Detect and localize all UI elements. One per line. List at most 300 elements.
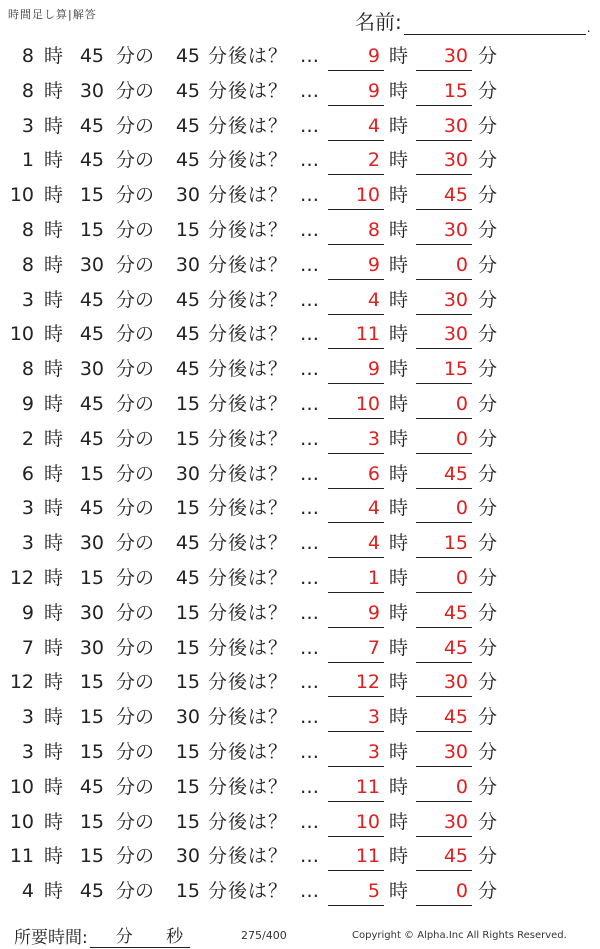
problem-row bbox=[0, 664, 600, 699]
minutes-later-label: 分後は？ bbox=[208, 740, 289, 763]
answer-minute-underline bbox=[416, 870, 472, 871]
problem-row bbox=[0, 142, 600, 177]
start-minute: 45 bbox=[79, 497, 104, 520]
answer-hour-underline bbox=[328, 348, 384, 349]
added-minutes: 15 bbox=[175, 601, 200, 624]
minutes-of-label: 分の bbox=[116, 740, 155, 763]
answer-hour: 10 bbox=[355, 184, 380, 207]
start-hour: 2 bbox=[21, 427, 34, 450]
start-minute: 45 bbox=[79, 45, 104, 67]
answer-minute: 15 bbox=[443, 358, 468, 381]
added-minutes: 30 bbox=[175, 706, 200, 729]
answer-hour-underline bbox=[328, 731, 384, 732]
start-hour: 4 bbox=[21, 880, 34, 903]
minutes-later-label: 分後は？ bbox=[208, 462, 289, 485]
ellipsis: … bbox=[300, 184, 319, 207]
start-minute: 15 bbox=[79, 218, 104, 241]
answer-hour-underline bbox=[328, 488, 384, 489]
answer-minute-label: 分 bbox=[478, 149, 498, 172]
minutes-later-label: 分後は？ bbox=[208, 323, 289, 346]
start-hour: 10 bbox=[9, 184, 34, 207]
added-minutes: 15 bbox=[175, 392, 200, 415]
start-hour: 8 bbox=[21, 218, 34, 241]
answer-minute: 0 bbox=[455, 253, 468, 276]
answer-minute: 30 bbox=[443, 810, 468, 833]
hour-label: 時 bbox=[44, 79, 64, 102]
ellipsis: … bbox=[300, 114, 319, 137]
answer-minute-label: 分 bbox=[478, 601, 498, 624]
answer-minute-label: 分 bbox=[478, 671, 498, 694]
answer-hour-label: 時 bbox=[389, 636, 409, 659]
answer-hour-label: 時 bbox=[389, 45, 409, 67]
answer-hour-label: 時 bbox=[389, 810, 409, 833]
problem-row bbox=[0, 560, 600, 595]
answer-minute-underline bbox=[416, 105, 472, 106]
start-hour: 3 bbox=[21, 288, 34, 311]
problem-row bbox=[0, 838, 600, 873]
ellipsis: … bbox=[300, 566, 319, 589]
start-hour: 6 bbox=[21, 462, 34, 485]
answer-hour-label: 時 bbox=[389, 427, 409, 450]
answer-hour-underline bbox=[328, 70, 384, 71]
answer-minute: 45 bbox=[443, 462, 468, 485]
hour-label: 時 bbox=[44, 288, 64, 311]
answer-minute-label: 分 bbox=[478, 636, 498, 659]
copyright-notice: Copyright © Alpha.Inc All Rights Reserved. bbox=[352, 930, 567, 941]
answer-hour-underline bbox=[328, 522, 384, 523]
answer-minute: 30 bbox=[443, 45, 468, 67]
minutes-later-label: 分後は？ bbox=[208, 775, 289, 798]
minutes-later-label: 分後は？ bbox=[208, 114, 289, 137]
problem-row bbox=[0, 351, 600, 386]
start-hour: 3 bbox=[21, 532, 34, 555]
minutes-later-label: 分後は？ bbox=[208, 184, 289, 207]
answer-minute-underline bbox=[416, 453, 472, 454]
answer-minute-underline bbox=[416, 627, 472, 628]
answer-hour: 2 bbox=[367, 149, 380, 172]
hour-label: 時 bbox=[44, 740, 64, 763]
start-hour: 12 bbox=[9, 566, 34, 589]
answer-minute-label: 分 bbox=[478, 462, 498, 485]
start-hour: 8 bbox=[21, 253, 34, 276]
answer-minute-label: 分 bbox=[478, 566, 498, 589]
answer-hour-label: 時 bbox=[389, 392, 409, 415]
answer-minute: 0 bbox=[455, 392, 468, 415]
answer-minute-underline bbox=[416, 418, 472, 419]
added-minutes: 15 bbox=[175, 775, 200, 798]
minutes-later-label: 分後は？ bbox=[208, 566, 289, 589]
answer-minute-label: 分 bbox=[478, 810, 498, 833]
answer-minute: 45 bbox=[443, 601, 468, 624]
minutes-of-label: 分の bbox=[116, 462, 155, 485]
minutes-of-label: 分の bbox=[116, 706, 155, 729]
answer-minute-underline bbox=[416, 592, 472, 593]
ellipsis: … bbox=[300, 810, 319, 833]
answer-minute-underline bbox=[416, 244, 472, 245]
answer-hour-label: 時 bbox=[389, 775, 409, 798]
added-minutes: 45 bbox=[175, 566, 200, 589]
ellipsis: … bbox=[300, 775, 319, 798]
answer-minute-label: 分 bbox=[478, 880, 498, 903]
hour-label: 時 bbox=[44, 253, 64, 276]
minutes-later-label: 分後は？ bbox=[208, 497, 289, 520]
minutes-of-label: 分の bbox=[116, 566, 155, 589]
minutes-of-label: 分の bbox=[116, 114, 155, 137]
minutes-later-label: 分後は？ bbox=[208, 218, 289, 241]
answer-hour: 8 bbox=[367, 218, 380, 241]
minutes-of-label: 分の bbox=[116, 636, 155, 659]
answer-hour-label: 時 bbox=[389, 566, 409, 589]
answer-hour: 9 bbox=[367, 79, 380, 102]
problem-row bbox=[0, 247, 600, 282]
start-hour: 3 bbox=[21, 497, 34, 520]
added-minutes: 15 bbox=[175, 636, 200, 659]
problem-row bbox=[0, 177, 600, 212]
ellipsis: … bbox=[300, 288, 319, 311]
added-minutes: 45 bbox=[175, 149, 200, 172]
answer-minute-label: 分 bbox=[478, 497, 498, 520]
ellipsis: … bbox=[300, 880, 319, 903]
ellipsis: … bbox=[300, 253, 319, 276]
ellipsis: … bbox=[300, 497, 319, 520]
answer-hour: 10 bbox=[355, 392, 380, 415]
added-minutes: 15 bbox=[175, 740, 200, 763]
hour-label: 時 bbox=[44, 880, 64, 903]
ellipsis: … bbox=[300, 845, 319, 868]
start-minute: 15 bbox=[79, 184, 104, 207]
start-hour: 10 bbox=[9, 810, 34, 833]
minutes-later-label: 分後は？ bbox=[208, 845, 289, 868]
minutes-later-label: 分後は？ bbox=[208, 810, 289, 833]
start-minute: 15 bbox=[79, 740, 104, 763]
problem-row bbox=[0, 595, 600, 630]
answer-hour: 9 bbox=[367, 358, 380, 381]
hour-label: 時 bbox=[44, 566, 64, 589]
start-minute: 30 bbox=[79, 601, 104, 624]
start-minute: 45 bbox=[79, 880, 104, 903]
ellipsis: … bbox=[300, 601, 319, 624]
answer-minute: 0 bbox=[455, 775, 468, 798]
ellipsis: … bbox=[300, 462, 319, 485]
answer-minute-underline bbox=[416, 314, 472, 315]
start-hour: 7 bbox=[21, 636, 34, 659]
answer-hour: 9 bbox=[367, 601, 380, 624]
problem-row bbox=[0, 212, 600, 247]
answer-minute: 15 bbox=[443, 79, 468, 102]
added-minutes: 15 bbox=[175, 218, 200, 241]
answer-minute-label: 分 bbox=[478, 427, 498, 450]
minutes-of-label: 分の bbox=[116, 45, 155, 67]
ellipsis: … bbox=[300, 358, 319, 381]
start-hour: 9 bbox=[21, 601, 34, 624]
ellipsis: … bbox=[300, 706, 319, 729]
start-minute: 15 bbox=[79, 566, 104, 589]
answer-minute-label: 分 bbox=[478, 532, 498, 555]
minutes-of-label: 分の bbox=[116, 323, 155, 346]
answer-hour-label: 時 bbox=[389, 218, 409, 241]
answer-hour-underline bbox=[328, 105, 384, 106]
start-minute: 15 bbox=[79, 845, 104, 868]
added-minutes: 15 bbox=[175, 427, 200, 450]
answer-minute: 0 bbox=[455, 497, 468, 520]
answer-hour-underline bbox=[328, 314, 384, 315]
answer-minute-underline bbox=[416, 348, 472, 349]
answer-hour: 4 bbox=[367, 532, 380, 555]
minutes-unit: 分 bbox=[115, 927, 133, 947]
worksheet-header-title: 時間足し算|解答 bbox=[8, 8, 97, 21]
start-minute: 30 bbox=[79, 636, 104, 659]
answer-minute-label: 分 bbox=[478, 79, 498, 102]
answer-minute-label: 分 bbox=[478, 45, 498, 67]
problem-row bbox=[0, 386, 600, 421]
time-required-label: 所要時間: bbox=[14, 928, 88, 948]
hour-label: 時 bbox=[44, 323, 64, 346]
answer-hour-label: 時 bbox=[389, 601, 409, 624]
ellipsis: … bbox=[300, 149, 319, 172]
time-required bbox=[14, 922, 190, 948]
hour-label: 時 bbox=[44, 114, 64, 137]
answer-minute-underline bbox=[416, 279, 472, 280]
problem-row bbox=[0, 734, 600, 769]
answer-hour-underline bbox=[328, 870, 384, 871]
answer-minute: 30 bbox=[443, 149, 468, 172]
answer-minute-underline bbox=[416, 488, 472, 489]
ellipsis: … bbox=[300, 740, 319, 763]
minutes-later-label: 分後は？ bbox=[208, 288, 289, 311]
problem-row bbox=[0, 38, 600, 73]
start-hour: 10 bbox=[9, 775, 34, 798]
ellipsis: … bbox=[300, 323, 319, 346]
answer-hour-underline bbox=[328, 905, 384, 906]
minutes-of-label: 分の bbox=[116, 288, 155, 311]
minutes-later-label: 分後は？ bbox=[208, 601, 289, 624]
hour-label: 時 bbox=[44, 497, 64, 520]
start-hour: 8 bbox=[21, 79, 34, 102]
answer-hour-underline bbox=[328, 662, 384, 663]
answer-hour-underline bbox=[328, 627, 384, 628]
minutes-later-label: 分後は？ bbox=[208, 706, 289, 729]
start-minute: 15 bbox=[79, 706, 104, 729]
start-minute: 45 bbox=[79, 775, 104, 798]
ellipsis: … bbox=[300, 79, 319, 102]
start-minute: 45 bbox=[79, 392, 104, 415]
name-field bbox=[355, 6, 591, 35]
answer-hour-underline bbox=[328, 244, 384, 245]
hour-label: 時 bbox=[44, 184, 64, 207]
problem-row bbox=[0, 873, 600, 908]
time-required-blank bbox=[90, 922, 190, 948]
problem-row bbox=[0, 630, 600, 665]
start-hour: 12 bbox=[9, 671, 34, 694]
answer-hour: 9 bbox=[367, 45, 380, 67]
answer-hour-label: 時 bbox=[389, 740, 409, 763]
answer-minute-underline bbox=[416, 696, 472, 697]
minutes-of-label: 分の bbox=[116, 218, 155, 241]
start-minute: 30 bbox=[79, 358, 104, 381]
answer-hour: 4 bbox=[367, 288, 380, 311]
start-minute: 15 bbox=[79, 671, 104, 694]
ellipsis: … bbox=[300, 636, 319, 659]
answer-minute-label: 分 bbox=[478, 323, 498, 346]
answer-minute-label: 分 bbox=[478, 253, 498, 276]
answer-minute-underline bbox=[416, 801, 472, 802]
answer-minute: 0 bbox=[455, 427, 468, 450]
answer-minute: 30 bbox=[443, 114, 468, 137]
problem-row bbox=[0, 804, 600, 839]
problem-row bbox=[0, 108, 600, 143]
start-hour: 8 bbox=[21, 358, 34, 381]
name-label: 名前: bbox=[355, 10, 402, 34]
hour-label: 時 bbox=[44, 706, 64, 729]
start-hour: 8 bbox=[21, 45, 34, 67]
minutes-of-label: 分の bbox=[116, 775, 155, 798]
answer-minute-label: 分 bbox=[478, 358, 498, 381]
added-minutes: 30 bbox=[175, 253, 200, 276]
added-minutes: 30 bbox=[175, 462, 200, 485]
answer-minute-underline bbox=[416, 905, 472, 906]
answer-hour-label: 時 bbox=[389, 79, 409, 102]
added-minutes: 15 bbox=[175, 671, 200, 694]
minutes-of-label: 分の bbox=[116, 149, 155, 172]
problem-row bbox=[0, 769, 600, 804]
name-blank-line bbox=[404, 12, 586, 35]
answer-hour: 7 bbox=[367, 636, 380, 659]
answer-hour-label: 時 bbox=[389, 706, 409, 729]
answer-hour-label: 時 bbox=[389, 253, 409, 276]
start-minute: 30 bbox=[79, 253, 104, 276]
answer-minute-underline bbox=[416, 174, 472, 175]
ellipsis: … bbox=[300, 671, 319, 694]
problem-row bbox=[0, 73, 600, 108]
minutes-of-label: 分の bbox=[116, 532, 155, 555]
answer-minute: 0 bbox=[455, 566, 468, 589]
answer-hour-underline bbox=[328, 279, 384, 280]
added-minutes: 45 bbox=[175, 114, 200, 137]
answer-minute-label: 分 bbox=[478, 218, 498, 241]
answer-minute: 45 bbox=[443, 706, 468, 729]
answer-minute: 45 bbox=[443, 845, 468, 868]
hour-label: 時 bbox=[44, 532, 64, 555]
minutes-later-label: 分後は？ bbox=[208, 253, 289, 276]
minutes-of-label: 分の bbox=[116, 810, 155, 833]
answer-minute-label: 分 bbox=[478, 775, 498, 798]
answer-hour-underline bbox=[328, 383, 384, 384]
added-minutes: 45 bbox=[175, 45, 200, 67]
answer-hour-underline bbox=[328, 592, 384, 593]
answer-hour-label: 時 bbox=[389, 114, 409, 137]
ellipsis: … bbox=[300, 427, 319, 450]
answer-minute-underline bbox=[416, 557, 472, 558]
added-minutes: 45 bbox=[175, 323, 200, 346]
minutes-of-label: 分の bbox=[116, 497, 155, 520]
added-minutes: 45 bbox=[175, 358, 200, 381]
problem-row bbox=[0, 316, 600, 351]
answer-minute-label: 分 bbox=[478, 288, 498, 311]
answer-hour: 10 bbox=[355, 810, 380, 833]
answer-hour-label: 時 bbox=[389, 845, 409, 868]
minutes-of-label: 分の bbox=[116, 427, 155, 450]
minutes-later-label: 分後は？ bbox=[208, 149, 289, 172]
answer-minute-underline bbox=[416, 70, 472, 71]
minutes-of-label: 分の bbox=[116, 671, 155, 694]
answer-minute-underline bbox=[416, 209, 472, 210]
answer-minute-underline bbox=[416, 731, 472, 732]
start-minute: 15 bbox=[79, 810, 104, 833]
answer-minute: 45 bbox=[443, 184, 468, 207]
start-hour: 3 bbox=[21, 706, 34, 729]
added-minutes: 45 bbox=[175, 532, 200, 555]
answer-hour-underline bbox=[328, 557, 384, 558]
minutes-later-label: 分後は？ bbox=[208, 392, 289, 415]
answer-minute-label: 分 bbox=[478, 392, 498, 415]
answer-minute-underline bbox=[416, 766, 472, 767]
hour-label: 時 bbox=[44, 358, 64, 381]
minutes-of-label: 分の bbox=[116, 601, 155, 624]
minutes-later-label: 分後は？ bbox=[208, 671, 289, 694]
answer-hour: 3 bbox=[367, 427, 380, 450]
answer-hour: 11 bbox=[355, 775, 380, 798]
added-minutes: 15 bbox=[175, 810, 200, 833]
hour-label: 時 bbox=[44, 45, 64, 67]
start-hour: 9 bbox=[21, 392, 34, 415]
start-minute: 45 bbox=[79, 288, 104, 311]
answer-hour-underline bbox=[328, 801, 384, 802]
minutes-later-label: 分後は？ bbox=[208, 79, 289, 102]
answer-hour: 11 bbox=[355, 323, 380, 346]
ellipsis: … bbox=[300, 218, 319, 241]
added-minutes: 45 bbox=[175, 79, 200, 102]
answer-minute-underline bbox=[416, 383, 472, 384]
answer-minute-underline bbox=[416, 662, 472, 663]
added-minutes: 15 bbox=[175, 880, 200, 903]
problem-row bbox=[0, 421, 600, 456]
answer-hour: 4 bbox=[367, 497, 380, 520]
answer-hour: 6 bbox=[367, 462, 380, 485]
answer-minute: 0 bbox=[455, 880, 468, 903]
minutes-later-label: 分後は？ bbox=[208, 358, 289, 381]
answer-hour: 5 bbox=[367, 880, 380, 903]
answer-hour-label: 時 bbox=[389, 671, 409, 694]
problem-row bbox=[0, 456, 600, 491]
minutes-of-label: 分の bbox=[116, 845, 155, 868]
hour-label: 時 bbox=[44, 149, 64, 172]
answer-hour-label: 時 bbox=[389, 358, 409, 381]
answer-minute: 45 bbox=[443, 636, 468, 659]
start-minute: 45 bbox=[79, 427, 104, 450]
answer-hour: 4 bbox=[367, 114, 380, 137]
hour-label: 時 bbox=[44, 427, 64, 450]
answer-minute-label: 分 bbox=[478, 740, 498, 763]
problem-row bbox=[0, 699, 600, 734]
minutes-later-label: 分後は？ bbox=[208, 427, 289, 450]
answer-hour-underline bbox=[328, 836, 384, 837]
minutes-of-label: 分の bbox=[116, 392, 155, 415]
start-minute: 15 bbox=[79, 462, 104, 485]
answer-minute: 30 bbox=[443, 671, 468, 694]
ellipsis: … bbox=[300, 392, 319, 415]
hour-label: 時 bbox=[44, 775, 64, 798]
start-hour: 10 bbox=[9, 323, 34, 346]
answer-hour-label: 時 bbox=[389, 462, 409, 485]
start-hour: 3 bbox=[21, 114, 34, 137]
ellipsis: … bbox=[300, 45, 319, 67]
answer-minute: 30 bbox=[443, 288, 468, 311]
start-minute: 30 bbox=[79, 532, 104, 555]
hour-label: 時 bbox=[44, 671, 64, 694]
hour-label: 時 bbox=[44, 845, 64, 868]
answer-hour-label: 時 bbox=[389, 880, 409, 903]
hour-label: 時 bbox=[44, 636, 64, 659]
